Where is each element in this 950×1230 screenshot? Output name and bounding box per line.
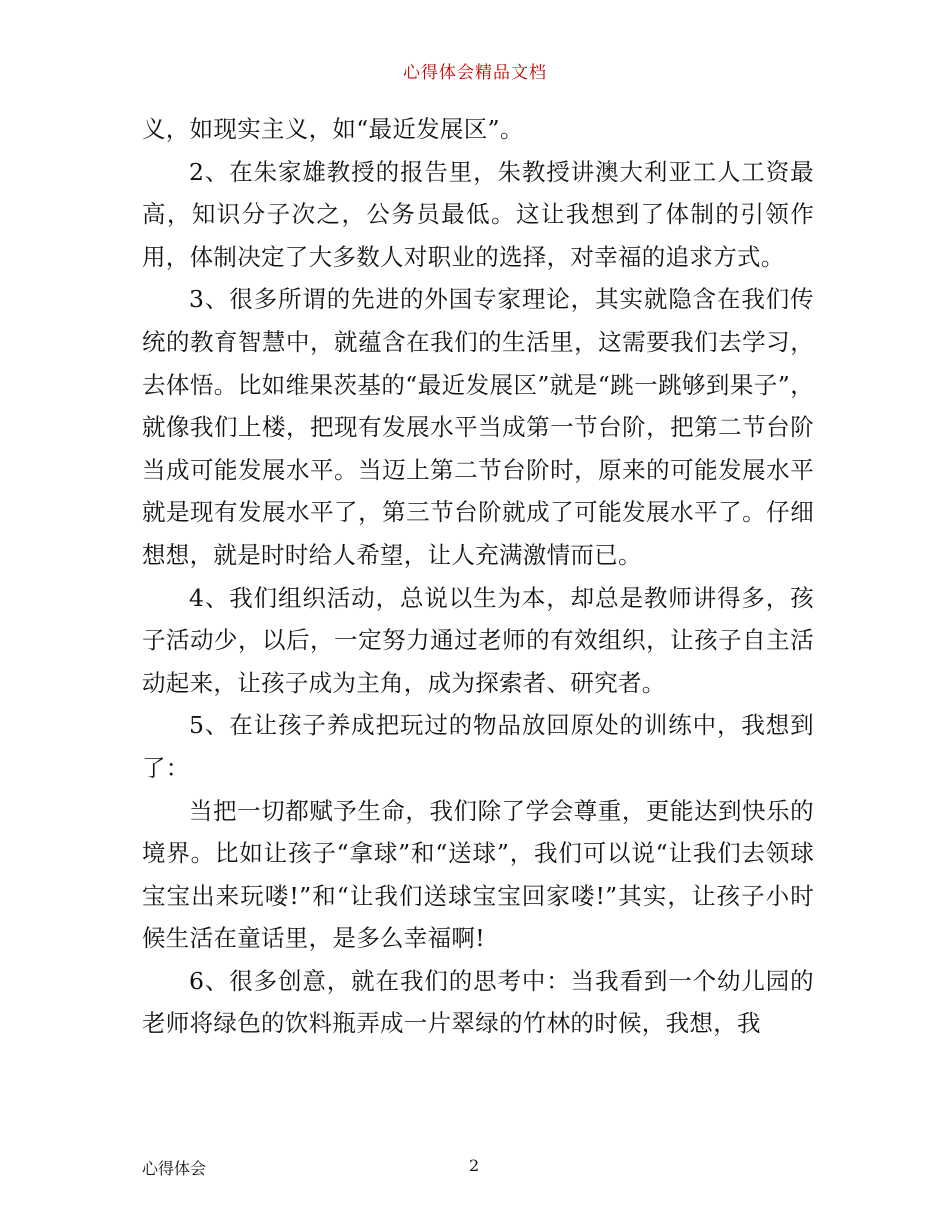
paragraph-continuation: 义，如现实主义，如“最近发展区”。 bbox=[142, 115, 524, 143]
page-header-title: 心得体会精品文档 bbox=[403, 63, 547, 83]
paragraph-item-4: 4、我们组织活动，总说以生为本，却总是教师讲得多，孩子活动少，以后，一定努力通过老师的有效组织，让孩子自主活动起来，让孩子成为主角，成为探索者、研究者。 bbox=[142, 583, 814, 697]
document-body bbox=[142, 108, 814, 1045]
paragraph-item-5-detail: 当把一切都赋予生命，我们除了学会尊重，更能达到快乐的境界。比如让孩子“拿球”和“送球”，我们可以说“让我们去领球宝宝出来玩喽!”和“让我们送球宝宝回家喽!”其实，让孩子小时候生活在童话里，是多么幸福啊! bbox=[142, 796, 814, 953]
page-footer bbox=[142, 1156, 814, 1180]
footer-label: 心得体会 bbox=[142, 1159, 207, 1178]
page-number: 2 bbox=[469, 1156, 480, 1175]
paragraph-item-5: 5、在让孩子养成把玩过的物品放回原处的训练中，我想到了： bbox=[142, 711, 814, 782]
paragraph-item-6: 6、很多创意，就在我们的思考中：当我看到一个幼儿园的老师将绿色的饮料瓶弄成一片翠绿的竹林的时候，我想，我 bbox=[142, 966, 814, 1038]
paragraph-item-2: 2、在朱家雄教授的报告里，朱教授讲澳大利亚工人工资最高，知识分子次之，公务员最低。这让我想到了体制的引领作用，体制决定了大多数人对职业的选择，对幸福的追求方式。 bbox=[142, 157, 814, 271]
paragraph-item-3: 3、很多所谓的先进的外国专家理论，其实就隐含在我们传统的教育智慧中，就蕴含在我们的生活里，这需要我们去学习，去体悟。比如维果茨基的“最近发展区”就是“跳一跳够到果子”，就像我们上楼，把现有发展水平当成第一节台阶，把第二节台阶当成可能发展水平。当迈上第二节台阶时，原来的可能发展水平就是现有发展水平了，第三节台阶就成了可能发展水平了。仔细想想，就是时时给人希望，让人充满激情而已。 bbox=[142, 285, 814, 569]
